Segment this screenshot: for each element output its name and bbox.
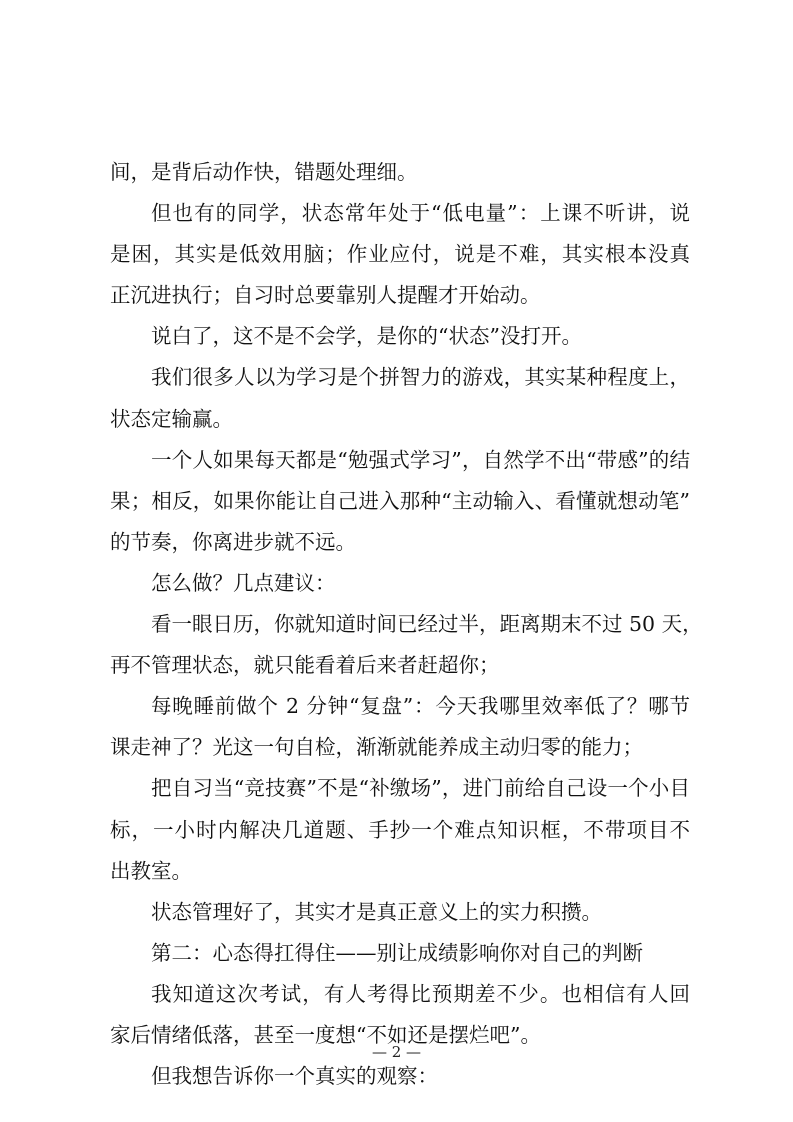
text-line: 每晚睡前做个 2 分钟“复盘”：今天我哪里效率低了？哪节: [151, 694, 690, 719]
text-line: 再不管理状态，就只能看着后来者赶超你；: [110, 653, 500, 678]
text-line: 间，是背后动作快，错题处理细。: [110, 160, 418, 184]
text-line: 把自习当“竞技赛”不是“补缴场”，进门前给自己设一个小目: [151, 776, 690, 801]
text-line: 状态管理好了，其实才是真正意义上的实力积攒。: [151, 899, 602, 924]
text-line: 怎么做？几点建议：: [151, 570, 336, 595]
text-line: 我们很多人以为学习是个拼智力的游戏，其实某种程度上，: [151, 365, 690, 390]
body-text: [110, 152, 703, 1097]
text-line: 课走神了？光这一句自检，渐渐就能养成主动归零的能力；: [110, 735, 643, 760]
text-line: 但也有的同学，状态常年处于“低电量”：上课不听讲，说: [151, 201, 690, 226]
section-heading: 第二：心态得扛得住——别让成绩影响你对自己的判断: [151, 940, 643, 965]
page-number: — 2 —: [371, 1043, 422, 1061]
text-line: 但我想告诉你一个真实的观察：: [151, 1064, 438, 1089]
text-line: 是困，其实是低效用脑；作业应付，说是不难，其实根本没真: [110, 242, 690, 267]
text-line: 的节奏，你离进步就不远。: [110, 529, 356, 554]
text-line: 出教室。: [110, 858, 192, 883]
text-line: 看一眼日历，你就知道时间已经过半，距离期末不过 50 天，: [151, 612, 703, 637]
text-line: 状态定输赢。: [110, 406, 233, 431]
text-line: 说白了，这不是不会学，是你的“状态”没打开。: [151, 324, 582, 349]
text-line: 一个人如果每天都是“勉强式学习”，自然学不出“带感”的结: [151, 447, 690, 472]
text-line: 家后情绪低落，甚至一度想“不如还是摆烂吧”。: [110, 1022, 541, 1047]
text-line: 正沉进执行；自习时总要靠别人提醒才开始动。: [110, 283, 541, 308]
text-line: 标，一小时内解决几道题、手抄一个难点知识框，不带项目不: [110, 817, 690, 842]
text-line: 果；相反，如果你能让自己进入那种“主动输入、看懂就想动笔”: [110, 488, 690, 513]
text-line: 我知道这次考试，有人考得比预期差不少。也相信有人回: [151, 981, 690, 1006]
